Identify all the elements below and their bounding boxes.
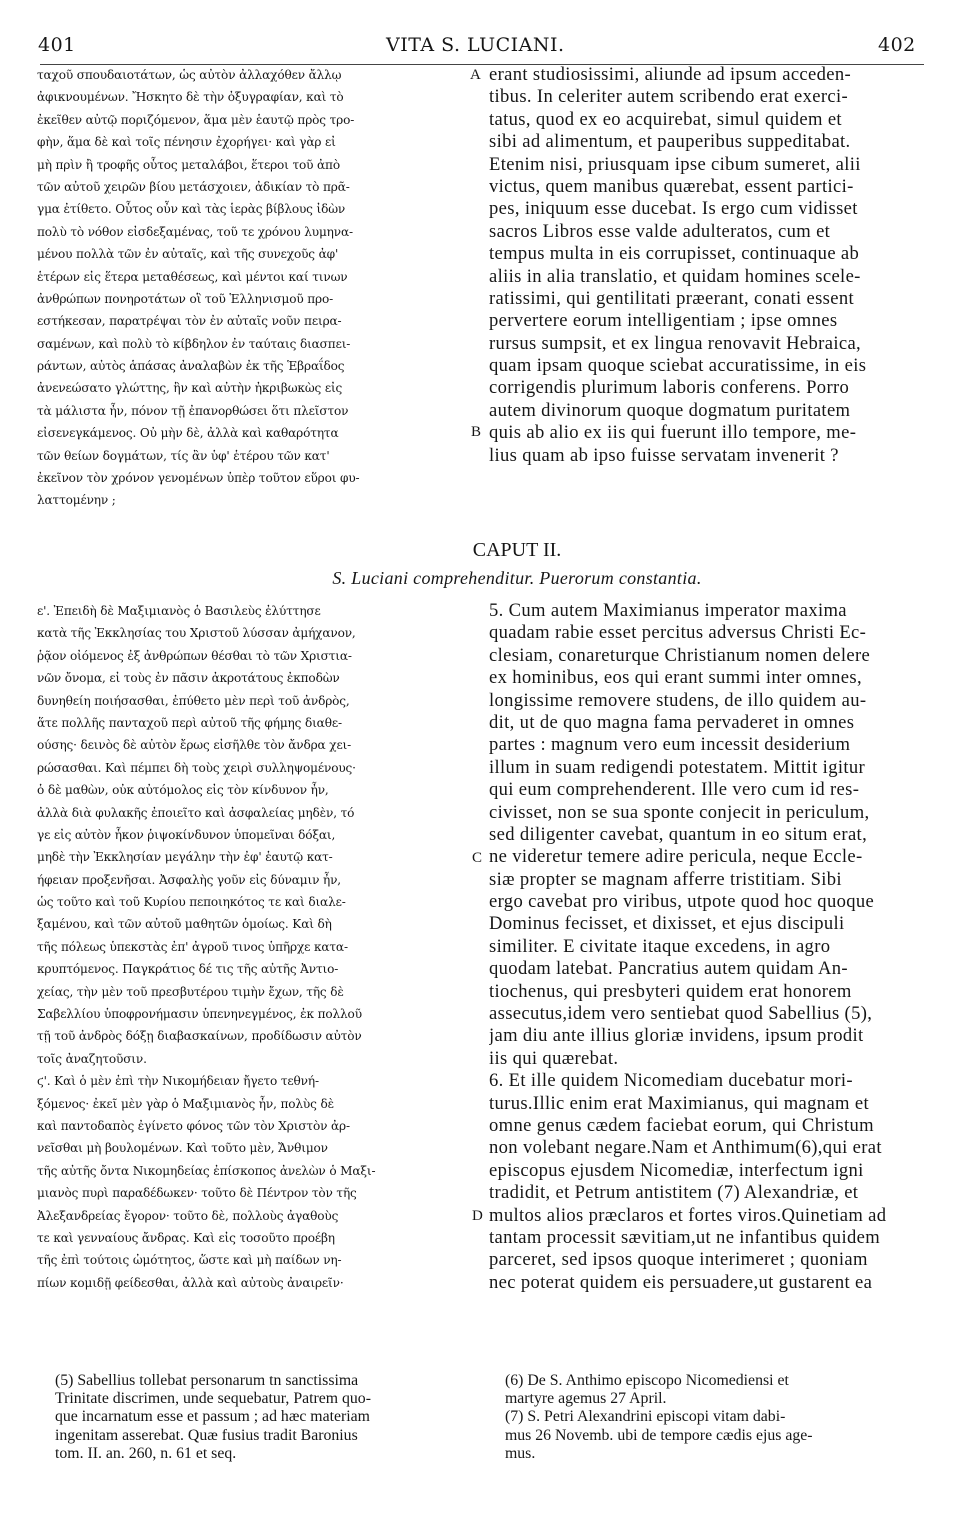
greek-text-line: ἀνθρώπων πονηροτάτων οἳ τοῦ Ἑλληνισμοῦ προ- <box>37 291 334 306</box>
right-page-number: 402 <box>878 34 916 56</box>
greek-text-line: γε εἰς αὐτὸν ἧκον ῥιψοκίνδυνον ὑπομεῖναι δόξαι, <box>37 827 336 842</box>
latin-text-line: illum in suam redigendi potestatem. Mittit igitur <box>489 756 866 778</box>
greek-text-line: νεῖσθαι μὴ βουλομένων. Καὶ τοῦτο μὲν, Ἄνθιμον <box>37 1141 328 1156</box>
latin-text-line: longissime removere studens, de illo quidem au- <box>489 689 867 711</box>
latin-text-line: aliis in alia translatio, et quidam homines scele- <box>489 265 861 287</box>
latin-text-line: lius quam ab ipso fuisse servatam invenerit ? <box>489 444 839 466</box>
latin-text-line: rursus sumpsit, et ex lingua renovavit Hebraica, <box>489 332 862 354</box>
greek-text-line: ἀνενεώσατο γλώττης, ἣν καὶ αὐτὴν ἠκριβωκὼς εἰς <box>37 381 343 396</box>
margin-letter-a: A <box>470 67 481 83</box>
latin-text-line: ergo cavebat pro viribus, utpote quod hoc quoque <box>489 891 875 913</box>
greek-text-line: λαττομένην ; <box>37 493 116 508</box>
footnotes-left <box>55 1372 475 1463</box>
latin-text-line: sibi ad alimentum, et pauperibus suppeditabat. <box>489 131 851 153</box>
latin-text-line: assecutus,idem vero sentiebat quod Sabellius (5), <box>489 1003 873 1025</box>
latin-text-line: quam ipsam quoque sciebat accuratissime, in eis <box>489 355 867 377</box>
greek-text-line: τε καὶ γενναίους ἄνδρας. Καὶ εἰς τοσοῦτο προέβη <box>37 1230 335 1245</box>
latin-text-line: corrigendis plurimum laboris conferens. Porro <box>489 377 850 399</box>
greek-text-line: ἅτε πολλῆς πανταχοῦ περὶ αὐτοῦ τῆς φήμης διαθε- <box>37 715 342 730</box>
greek-text-line: ὁ δὲ μαθὼν, οὐκ αὐτόμολος εἰς τὸν κίνδυνον ἦν, <box>37 783 329 798</box>
latin-text-line: episcopus ejusdem Nicomediæ, interfectum igni <box>489 1159 864 1181</box>
latin-text-line: tiochenus, qui presbyteri quidem erat honorem <box>489 980 852 1002</box>
footnote-line: Trinitate discrimen, unde sequebatur, Patrem quo- <box>55 1390 371 1408</box>
latin-text-line: non volebant negare.Nam et Anthimum(6),qui erat <box>489 1137 882 1159</box>
latin-text-line: 6. Et ille quidem Nicomediam ducebatur mori- <box>489 1070 853 1092</box>
greek-text-line: κατὰ τῆς Ἐκκλησίας του Χριστοῦ λύσσαν ἀμήχανον, <box>37 626 356 641</box>
latin-text-line: autem divinorum quoque dogmatum puritatem <box>489 399 851 421</box>
greek-text-line: τῆς αὐτῆς ὄντα Νικομηδείας ἐπίσκοπος ἀνελὼν ὁ Μαξι- <box>37 1163 376 1178</box>
latin-text-line: Dominus fecisset, et dixisset, et ejus discipuli <box>489 913 845 935</box>
latin-text-line: partes : magnum vero eum incessit desiderium <box>489 734 851 756</box>
latin-text-line: 5. Cum autem Maximianus imperator maxima <box>489 600 847 621</box>
left-page-number: 401 <box>38 34 76 56</box>
greek-text-line: τῆς ἐπὶ τούτοις ὠμότητος, ὥστε καὶ μὴ παίδων νη- <box>37 1253 342 1268</box>
latin-text-line: quadam rabie esset percitus adversus Christi Ec- <box>489 622 867 644</box>
latin-text-line: nec poterat quidem eis persuadere,ut gustarent ea <box>489 1271 873 1293</box>
greek-text-line: ῥᾷον οἰόμενος ἐξ ἀνθρώπων θέσθαι τὸ τῶν Χριστια- <box>37 648 352 663</box>
latin-text-line: omne genus cædem faciebat eorum, qui Christum <box>489 1114 874 1136</box>
greek-text-line: τῇ τοῦ ἀνδρὸς δόξῃ διαβασκαίνων, προδίδωσιν αὐτὸν <box>37 1029 362 1044</box>
latin-text-line: tibus. In celeriter autem scribendo erat exerci- <box>489 86 849 108</box>
latin-text-line: dit, ut de quo magna fama pervaderet in omnes <box>489 711 855 733</box>
greek-text-line: πίων κομιδῇ φείδεσθαι, ἀλλὰ καὶ αὐτοὺς ἀναιρεῖν· <box>37 1275 344 1290</box>
greek-text-line: εἰσενεγκάμενος. Οὐ μὴν δὲ, ἀλλὰ καὶ καθαρότητα <box>37 426 339 441</box>
footnote-line: mus. <box>505 1444 536 1462</box>
greek-text-line: ὡς τοῦτο καὶ τοῦ Κυρίου πεποιηκότος τε καὶ διαλε- <box>37 895 346 910</box>
latin-text-line: ratissimi, qui gentilitati præerant, conati essent <box>489 287 855 309</box>
greek-text-line: ϛ'. Καὶ ὁ μὲν ἐπὶ τὴν Νικομήδειαν ἤγετο τεθνή- <box>37 1074 319 1089</box>
greek-text-line: χείας, τὴν μὲν τοῦ πρεσβυτέρου τιμὴν ἔχων, τῆς δὲ <box>37 984 344 999</box>
footnotes-right <box>505 1372 935 1463</box>
footnote-line: (6) De S. Anthimo episcopo Nicomediensi et <box>505 1372 789 1389</box>
latin-text-line: multos alios præclaros et fortes viros.Quinetiam ad <box>489 1204 887 1226</box>
greek-text-line: γμα ἐτίθετο. Οὗτος οὖν καὶ τὰς ἱερὰς βίβλους ἰδὼν <box>37 202 346 217</box>
greek-text-line: καὶ παντοδαπὸς ἐγίνετο φόνος τῶν τὸν Χριστὸν ἀρ- <box>37 1118 350 1133</box>
latin-text-line: qui eum comprehenderent. Ille vero cum id res- <box>489 779 860 801</box>
latin-text-line: tatus, quod ex eo acquirebat, simul quidem et <box>489 108 842 130</box>
footnote-line: tom. II. an. 260, n. 61 et seq. <box>55 1444 237 1462</box>
greek-text-line: μένου πολλὰ τῶν ἐν αὐταῖς, καὶ τῆς συνεχοῦς ἀφ' <box>37 247 339 262</box>
latin-text-line: parceret, sed ipsos quoque interimeret ; quoniam <box>489 1249 868 1271</box>
greek-text-line: ἐκεῖθεν αὐτῷ ποριζόμενον, ἅμα μὲν ἑαυτῷ πρὸς τρο- <box>37 112 355 127</box>
latin-text-line: clesiam, conareturque Christianum nomen delere <box>489 644 871 666</box>
latin-text-line: erant studiosissimi, aliunde ad ipsum acceden- <box>489 64 852 85</box>
greek-text-line: δυνηθείη ποιήσασθαι, ἐπύθετο μὲν περὶ τοῦ ἀνδρὸς, <box>37 693 350 708</box>
greek-text-line: μὴ πρὶν ἢ τροφῆς οὗτος μεταλάβοι, ἕτεροι τοῦ ἀπὸ <box>37 157 340 172</box>
greek-text-line: μηδὲ τὴν Ἐκκλησίαν μεγάλην τὴν ἐφ' ἑαυτῷ κατ- <box>37 850 333 865</box>
latin-text-line: ex hominibus, eos qui erant summi inter omnes, <box>489 667 862 689</box>
running-title: VITA S. LUCIANI. <box>386 34 565 56</box>
margin-letter-c: C <box>472 850 483 866</box>
greek-text-line: νῶν ὄνομα, εἰ τοὺς ἐν πᾶσιν ἀκροτάτους ἐκποδὼν <box>37 671 340 686</box>
footnote-line: (5) Sabellius tollebat personarum tn sanctissima <box>55 1372 359 1389</box>
chapter-subtitle: S. Luciani comprehenditur. Puerorum constantia. <box>332 568 702 588</box>
latin-text-line: tantam processit sævitiam,ut ne infantibus quidem <box>489 1226 881 1248</box>
greek-text-line: ἀλλὰ διὰ φυλακῆς ἐποιεῖτο καὶ ἀσφαλείας μηδὲν, τό <box>37 805 355 820</box>
greek-text-line: τῶν αὐτοῦ χειρῶν βίου μετάσχοιεν, ἀδικίαν τὸ πρᾶ- <box>37 179 350 194</box>
margin-letter-d: D <box>472 1208 483 1224</box>
latin-text-line: turus.Illic enim erat Maximianus, qui magnam et <box>489 1092 869 1114</box>
latin-text-line: tradidit, et Petrum antistitem (7) Alexandriæ, et <box>489 1182 859 1204</box>
latin-text-line: quodam latebat. Pancratius autem quidam An- <box>489 958 848 980</box>
latin-text-line: sacros Libros esse valde adulteratos, cum et <box>489 220 831 242</box>
greek-text-line: ρώσασθαι. Καὶ πέμπει δὴ τοὺς χειρὶ συλληψομένους· <box>37 760 356 775</box>
greek-text-line: ἑτέρων εἰς ἕτερα μεταθέσεως, καὶ μέντοι καί τινων <box>37 269 348 284</box>
greek-text-line: μιανὸς πυρὶ παραδέδωκεν· τοῦτο δὲ Πέντρον τὸν τῆς <box>37 1186 357 1201</box>
latin-text-line: ne videretur temere adire pericula, neque Eccle- <box>489 846 863 868</box>
greek-text-line: ήφειαν προξενῆσαι. Ἀσφαλὴς γοῦν εἰς δύναμιν ἦν, <box>37 872 341 887</box>
footnote-line: ingenitam asserebat. Quæ fusius tradit Baronius <box>55 1426 358 1444</box>
latin-text-line: pervertere eorum intelligentiam ; ipse omnes <box>489 310 838 332</box>
latin-text-line: victus, quem manibus quærebat, essent partici- <box>489 175 854 197</box>
greek-text-line: ταχοῦ σπουδαιοτάτων, ὡς αὐτὸν ἀλλαχόθεν ἄλλῳ <box>37 68 342 82</box>
greek-text-line: ούσης· δεινὸς δὲ αὐτὸν ἔρως εἰσῆλθε τὸν ἄνδρα χει- <box>37 738 352 753</box>
greek-text-line: εστήκεσαν, παρατρέψαι τὸν ἐν αὐταῖς νοῦν πειρα- <box>37 314 342 329</box>
greek-text-line: ράντων, αὐτὸς ἁπάσας ἀναλαβὼν ἐκ τῆς Ἑβραΐδος <box>37 359 345 374</box>
footnote-line: que incarnatum esse et passum ; ad hæc materiam <box>55 1408 370 1426</box>
greek-text-line: Ἀλεξανδρείας ἔγορον· τοῦτο δὲ, πολλοὺς ἀγαθοὺς <box>37 1208 339 1223</box>
greek-text-line: τοῖς ἀναζητοῦσιν. <box>37 1051 147 1066</box>
greek-text-line: ε'. Ἐπειδὴ δὲ Μαξιμιανὸς ὁ Βασιλεὺς ἐλύττησε <box>37 604 321 618</box>
greek-text-line: ξόμενος· ἐκεῖ μὲν γὰρ ὁ Μαξιμιανὸς ἦν, πολὺς δὲ <box>37 1096 334 1111</box>
latin-text-line: Etenim nisi, priusquam ipse cibum sumeret, alii <box>489 153 861 175</box>
latin-text-line: quis ab alio ex iis qui fuerunt illo tempore, me- <box>489 422 857 444</box>
greek-text-line: ἐκεῖνον τὸν χρόνον γενομένων ὑπὲρ τοῦτον εὕροι φυ- <box>37 471 360 486</box>
latin-text-line: civisset, non se sua sponte conjecit in periculum, <box>489 801 870 823</box>
greek-text-line: τὰ μάλιστα ἦν, πόνον τῇ ἐπανορθώσει ὅτι πλεῖστον <box>37 403 349 418</box>
greek-text-line: ξαμένου, καὶ τῶν αὐτοῦ μαθητῶν ὁμοίως. Καὶ δὴ <box>37 917 332 932</box>
footnote-line: mus 26 Novemb. ubi de tempore cædis ejus age- <box>505 1426 813 1444</box>
greek-text-line: φὴν, ἅμα δὲ καὶ τοῖς πένησιν ἐχορήγει· καὶ γὰρ εἰ <box>37 135 336 150</box>
greek-text-line: κρυπτόμενος. Παγκράτιος δέ τις τῆς αὐτῆς Ἀντιο- <box>37 962 339 977</box>
latin-text-line: siæ propter se magnam afferre tristitiam. Sibi <box>489 868 842 890</box>
latin-text-line: jam diu ante illius gloriæ invidens, ipsum prodit <box>489 1025 864 1047</box>
latin-column-section-2 <box>489 600 927 1294</box>
footnote-line: martyre agemus 27 April. <box>505 1390 667 1408</box>
chapter-title: CAPUT II. <box>472 539 562 561</box>
greek-text-line: τῶν θείων δογμάτων, τίς ἂν ὑφ' ἑτέρου τῶν κατ' <box>37 448 330 463</box>
greek-text-line: σαμένων, καὶ πολὺ τὸ κίβδηλον ἐν ταύταις διασπει- <box>37 336 351 351</box>
latin-text-line: sed diligenter cavebat, quantum in eo situm erat, <box>489 823 868 845</box>
footnote-line: (7) S. Petri Alexandrini episcopi vitam dabi- <box>505 1408 786 1426</box>
latin-text-line: pes, iniquum esse ducebat. Is ergo cum vidisset <box>489 198 858 220</box>
latin-text-line: iis qui quærebat. <box>489 1047 619 1069</box>
margin-letter-b: B <box>471 424 482 440</box>
greek-text-line: ἀφικνουμένων. Ἤσκητο δὲ τὴν ὀξυγραφίαν, καὶ τὸ <box>37 90 344 105</box>
latin-column-section-1 <box>489 64 927 467</box>
latin-text-line: similiter. E civitate itaque excedens, in agro <box>489 935 831 957</box>
greek-text-line: Σαβελλίου ὑποφρονήμασιν ὑπενηνεγμένος, ἐκ πολλοῦ <box>37 1007 362 1022</box>
greek-text-line: τῆς πόλεως ὑπεκστὰς ἐπ' ἀγροῦ τινος ὑπῆρχε κατα- <box>37 939 348 954</box>
latin-text-line: tempus multa in eis corrupisset, continuaque ab <box>489 243 860 265</box>
greek-column-section-1 <box>37 64 469 512</box>
greek-text-line: πολὺ τὸ νόθον εἰσδεξαμένας, τοῦ τε χρόνου λυμηνα- <box>37 224 353 239</box>
greek-column-section-2 <box>37 600 469 1294</box>
